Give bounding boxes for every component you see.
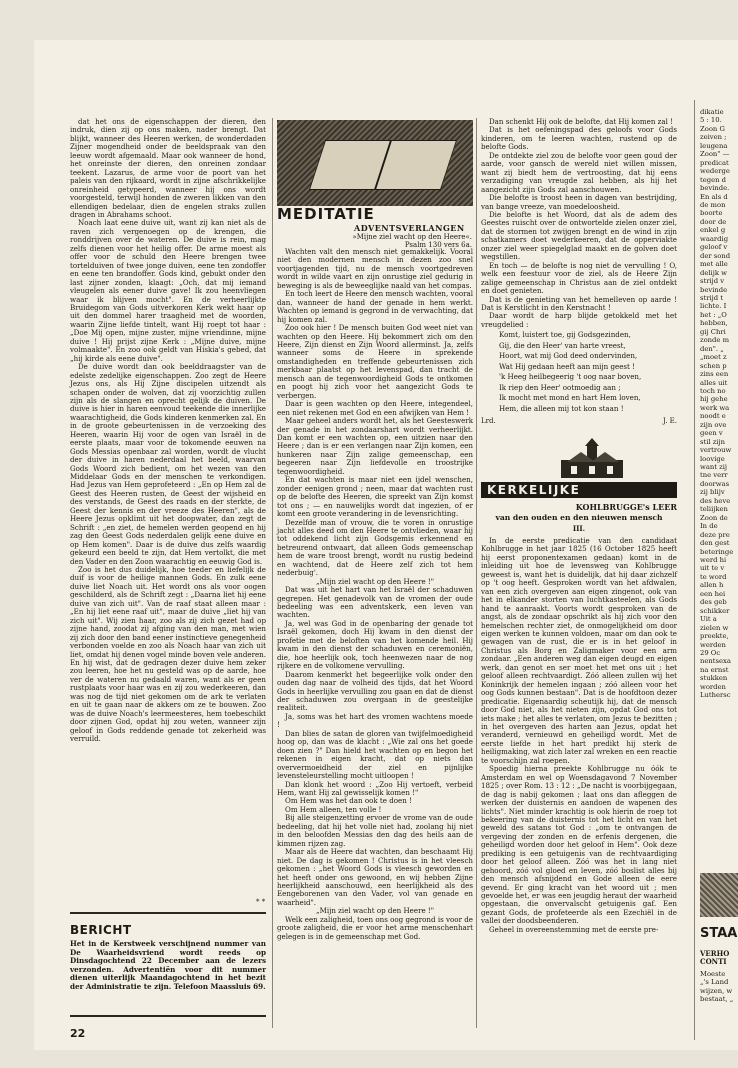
line: hebben,: [700, 319, 728, 328]
divider: [70, 912, 266, 914]
paragraph: Noach laat eene duive uit, want zij kan niet als de raven zich vergenoegen op de krengen, die ronddrijven over de wateren. De duive is rein, mag zelfs dienen voor het heilig offer. De arme moest als offer voor de schuld den Heere brengen twee tortelduiven of twee jonge duiven, eene ten zondoffer en eene ten brandoffer. Gods kind, gebukt onder den last zijner zonden, klaagt: „Och, dat mij iemand vleugelen als eener duive gave! Ik zou heenvliegen waar ik blijven mocht". En de verheerlijkte Bruidegom van Gods uitverkoren Kerk wekt haar op uit den dommel harer traagheid met de woorden, waarin Zijne liefde tintelt, want Hij roept tot haar : „Doe Mij open, mijne zuster, mijne vriendinne, mijne duive ! Hij prijst zijne Kerk : „Mijne duive, mijne volmaakte". En zoo ook geldt van Hiskia's gebed, dat „hij kirde als eene duive".: [70, 218, 266, 363]
page-number: 22: [70, 1027, 86, 1040]
line: schen p: [700, 361, 727, 370]
line: „moet z: [700, 353, 727, 362]
line: bevinde: [700, 285, 728, 294]
line: alles uit: [700, 378, 728, 387]
line: Luthersc: [700, 691, 731, 700]
column-rule: [476, 118, 477, 1028]
open-book-icon: [309, 140, 457, 190]
line: Zoon" —: [700, 150, 730, 159]
line: teliijken: [700, 505, 728, 514]
line: Uit a: [700, 615, 717, 624]
line: na ernst: [700, 665, 729, 674]
line: des geb: [700, 598, 727, 607]
verse-line: Gij, die den Heer' van harte vreest,: [499, 340, 626, 350]
paragraph: De ontdekte ziel zou de belofte voor geen goud der aarde, voor gansch de wereld niet willen missen, want zij biedt hem de vertroosting, dat hij eens verzadiging van vreugde zal hebben, als hij het aangezicht zijn Gods zal aanschouwen.: [481, 150, 677, 194]
side-title: STAA: [700, 926, 738, 941]
paragraph: „Mijn ziel wacht op den Heere !": [315, 906, 435, 916]
line: geen v: [700, 429, 723, 438]
paragraph: Geheel in overeenstemming met de eerste pre-: [489, 924, 659, 934]
verse-line: Ik mocht met mond en hart Hem loven,: [499, 393, 641, 403]
line: Zoon G: [700, 124, 725, 133]
quote-ref: Psalm 130 vers 6a.: [404, 241, 472, 249]
line: des heve: [700, 496, 731, 505]
verse-line: Hoort, wat mij God deed ondervinden,: [499, 351, 638, 361]
column-4-partial: [700, 108, 738, 700]
paragraph: Daarom kenmerkt het begeerlijke volk onder den ouden dag naar de volheid des tijds, dat het Woord Gods in heerlijke vervulling zou gaan en dat de dienst der schaduwen zou overgaan in de geestelijke realiteit.: [277, 669, 473, 713]
line: noodt e: [700, 412, 726, 421]
paragraph: Die belofte is troost heen in dagen van bestrijding, van bange vreeze, van moedeloosheid.: [481, 193, 677, 211]
line: loovige: [700, 454, 725, 463]
paragraph: De duive wordt dan ook beelddraagster van de edelste zedelijke eigenschappen. Zoo zegt de Heere Jezus ons, als Hij Zijne discipelen uitzendt als schapen onder de wolven, dat zij voorzichtig zullen zijn als de slangen en oprecht gelijk de duiven. De duive is hier in haren eenvoud teekende die innerlijke waarachtigheid, die Gods kinderen kenmerken zal. En in de groote gebeurtenissen in de verzoeking des Heeren, waarin Hij voor de ogen van Israël in de eerste plaats, maar voor de tokomende eeuwen na Gods Messias openbaar zal worden, wordt de vlucht der duive in haren nederdaal het beeld, waarvan Gods Woord zich bedient, om het wezen van den Middelaar Gods en der menschen te verkondigen. Had Jezus van Hem geprofeteerd : „En op Hem zal de Geest des Heeren rusten, de Geest der wijsheid en des verstands, de Geest des raads en der sterkte, de Geest der kennis en der vreeze des Heeren", als de Heere Jezus opklimt uit het doopwater, dan zegt de Schrift : „en ziet, de hemelen werden geopend en hij zag den Geest Gods nederdalen gelijk eene duive en op Hem komen". Daar is de duive dus zelfs waardig gekeurd een beeld te zijn, dat Hem vertolkt, die met den Vader en den Zoon waarachtig en eeuwig God is.: [70, 362, 266, 566]
article-part-number: III.: [572, 524, 586, 533]
line: tegen d: [700, 175, 727, 184]
line: toch no: [700, 386, 726, 395]
line: leugena: [700, 141, 728, 150]
paragraph: Die belofte is het Woord, dat als de adem des Geestes ruischt over de ontwortelde zielen onzer ziel, dat de stormen tot zwijgen brengt en de wind in zijn schatkamers doet wederkeeren, dat de opperviakte onzer ziel weer spiegelglad maakt en de golven doet wegstillen.: [481, 209, 677, 262]
paragraph: Dan schenkt Hij ook de belofte, dat Hij komen zal !: [489, 117, 673, 126]
signature-right: J. E.: [662, 416, 677, 425]
line: strijd v: [700, 277, 725, 286]
line: te word: [700, 572, 727, 581]
line: een hei: [700, 589, 726, 598]
column-2: [277, 216, 473, 941]
line: zij blijv: [700, 488, 725, 497]
bericht-title: BERICHT: [70, 923, 132, 937]
paragraph: Ja, wel was God in de openbaring der genade tot Israël gekomen, doch Hij kwam in den dienst der profetie met de beloften van het komende heil. Hij kwam in den dienst der schaduwen en ceremoniën, die, hoe heerlijk ook, toch heenwezen naar de nog rijkere en de volkomene vervulling.: [277, 618, 473, 671]
line: dikatie: [700, 108, 724, 116]
paragraph: Ja, soms was het hart des vromen wachtens moede !: [277, 711, 473, 730]
line: enkel g: [700, 226, 726, 235]
line: hij gehe: [700, 395, 728, 404]
bericht-text: Het in de Kerstweek verschijnend nummer van De Waarheidsvriend wordt reeds op Dinsdagochtend 22 December aan de lezers verzonden. Advertentiën voor dit nummer dienen uiterlijk Maandagochtend in het bezit der Administratie te zijn. Telefoon Maassluis 69.: [70, 939, 266, 991]
line: geloof v: [700, 243, 728, 252]
line: want zij: [700, 463, 728, 472]
line: werd hi: [700, 556, 727, 565]
line: zonde m: [700, 336, 730, 345]
line: En als d: [700, 192, 728, 201]
article-title: KOHLBRUGGE's LEER: [575, 502, 677, 512]
line: zeiven ;: [700, 133, 727, 142]
paragraph: Daar is geen wachten op den Heere, integendeel, een niet rekenen met God en een afwijken van Hem !: [277, 399, 473, 417]
line: doorwas: [700, 479, 730, 488]
line: met alle: [700, 260, 728, 269]
line: wederge: [700, 167, 730, 176]
line: worden: [700, 682, 726, 691]
quote-text: »Mijne ziel wacht op den Heere«.: [352, 233, 472, 241]
paragraph: Bij alle steigenzetting ervoer de vrome van de oude bedeeling, dat hij het volle niet had, zoolang hij niet in den beloofden Messias den dag des heils aan de kimmen rijzen zag.: [277, 813, 473, 848]
paragraph: In de eerste predicatie van den candidaat Kohlbrugge in het jaar 1825 (16 October 1825 heeft hij eerst proponentexamen gedaan) komt in de inleiding uit hoe de levensweg van Kohlbrugge geweest is, want het is duidelijk, dat hij daar zichzelf op 't oog heeft. Gesproken wordt van het afdwalen, van een zich overgeven aan eigen zingenot, ook van het in elkander storten van luchtkasteelen, als Gods hand te aanraakt. Voorts wordt gesproken van de angst, als de zondaar opschrikt als hij zich voor den hemelschen rechter ziet, de onmogelijkheid om door eigen werken te kunnen voldoen, maar om dan ook te gewagen van de rust, die er is in het geloof in Christus als Borg en Zaligmaker voor een arm zondaar. „Een anderen weg dan eigen deugd en eigen werk, dan genot en ser moet het met ons uit ; het geloof alleen rechtvaardigt. Zóó alleen zullen wij het Koninkrijk der hemelen ingaan ; zóó alleen voor het oog Gods kunnen bestaan". Dat is de hoofdtoon dezer predicatie. Eigenaardig scheutijk hij, dat de mensch door God niet, als het nieten zijn, opdat God ons tot iets make ; het alles te verlaten, om Jezus te bezitten ; in het overgeven des harten aan Jezus, opdat het veranderd, vernieuwd en geheiligd wordt. Met de eerste liefde in het hart predikt hij sterk de heiligmaking, wat zich later zal wreken en een reactie te voorschijn zal roepen.: [481, 536, 677, 765]
paragraph: Dat was uit het hart van het Israël der schaduwen gegrepen. Het genadevolk van de vromen der oude bedeeling was een adventskerk, een leven van wachten.: [277, 585, 473, 620]
paragraph: „Mijn ziel wacht op den Heere !": [315, 576, 435, 586]
meditatie-banner-image: [277, 120, 473, 206]
line: preekte,: [700, 632, 729, 641]
paragraph: Wachten valt den mensch niet gemakkelijk. Vooral niet den modernen mensch in dezen zoo snel voortjagenden tijd, nu de mensch voortgedreven wordt in wilde vaart en zijn onrustige ziel gedurig in beweging is als de beweeglijke naald van het compas.: [277, 247, 473, 290]
column-rule: [694, 100, 695, 1040]
signature: [481, 417, 677, 425]
line: waardig: [700, 234, 729, 243]
line: strijd t: [700, 293, 723, 302]
line: delijk w: [700, 268, 727, 277]
paragraph: Maar als de Heere dat wachten, dan beschaamt Hij niet. De dag is gekomen ! Christus is in het vleesch gekomen : „het Woord Gods is vleesch geworden en het heeft onder ons gewoond, en wij hebben Zijne heerlijkheid aanschouwd, een heerlijkheid als des Eengeborenen van den Vader, vol van genade en waarheid".: [277, 847, 473, 907]
line: den gest: [700, 539, 730, 548]
paragraph: Dan blies de satan de gloren van twijfelmoedigheid hoog op, dan was de klacht : „Wie zal ons het goede doen zien ?" Dan hield het wachten op en begon het rekenen in eigen kracht, dat op niets dan oververmoeidheid der ziel en pijnlijke levensteleurstelling mocht uitloopen !: [277, 728, 473, 781]
paragraph: En dat wachten is maar niet een ijdel wenschen, zonder eenigen grond ; neen, maar dat wachten rust op de belofte des Heeren, die spreekt van Zijn komst tot ons ; — en nauwelijks wordt dat ingezien, of er komt een groote verandering in de levensrichting.: [277, 475, 473, 519]
paragraph: Welk een zaligheid, toen ons oog gegrond is voor de groote zaligheid, die er voor het arme menschenhart gelegen is in de gemeenschap met God.: [277, 914, 473, 941]
line: boorte: [700, 209, 723, 218]
line: allen h: [700, 581, 724, 590]
line: stil zijn: [700, 437, 725, 446]
line: der sond: [700, 251, 731, 260]
newspaper-page: [34, 40, 738, 1050]
verse-line: 'k Heeg heilbegeerig 't oog naar boven,: [499, 372, 642, 382]
line: 5 : 10.: [700, 116, 722, 125]
section-stars: * *: [256, 898, 266, 906]
column-1: [70, 118, 266, 744]
line: zielen w: [700, 623, 729, 632]
line: schikker: [700, 606, 730, 615]
kerkelijke-rondschouw-title: KERKELIJKE RONDSCHOUW: [481, 482, 677, 498]
line: gij Chri: [700, 327, 726, 336]
line: het : „O: [700, 310, 727, 319]
verse-line: Hem, die alleen mij tot kon staan !: [499, 403, 624, 413]
paragraph: Dat is het oefeningspad des geloofs voor Gods kinderen, om te leeren wachten, rustend op de belofte Gods.: [481, 125, 677, 152]
line: lichte. I: [700, 302, 727, 311]
line: deze pre: [700, 530, 730, 539]
paragraph: En toch leert de Heere den mensch wachten, vooral dan, wanneer de hand der genade in hem werkt. Wachten op iemand is gegrond in de verwachting, dat hij komen zal.: [277, 289, 473, 324]
line: den". „: [700, 344, 724, 353]
line: de mon: [700, 200, 726, 209]
verse-line: Komt, luistert toe, gij Godsgezinden,: [499, 330, 631, 340]
line: Zoon de: [700, 513, 728, 522]
column-3: [481, 118, 677, 425]
line: stukken: [700, 674, 728, 683]
signature-left: Lrd.: [481, 416, 496, 425]
line: zins een: [700, 370, 729, 379]
paragraph: dat het ons de eigenschappen der dieren, den indruk, dien zij op ons maken, nader brengt. Dat blijkt, wanneer des Heeren werken, de wonderdaden Zijner mogendheid onder de beeldspraak van den leeuw wordt afgemaald. Maar ook wanneer de hond, het onreinste der dieren, den onreinen zondaar teekent. Lazarus, de arme voor de poort van het paleis van den rijkaard, wordt in zijne afschrikkelijke onreinheid getypeerd, wanneer hij ons wordt voorgesteld, terwijl honden de zweren likken van den ellendigen bedelaar, dien de engelen straks zullen dragen in Abrahams schoot.: [70, 117, 266, 219]
paragraph: Daar wordt de harp blijde getokkeld met het vreugdelied :: [481, 311, 677, 329]
bericht-box: [70, 923, 266, 992]
verse-line: Ik riep den Heer' ootmoedig aan ;: [499, 382, 621, 392]
paragraph: Dat is de genieting van het hemelleven op aarde ! Dat is Kerstlicht in den Kerstnacht !: [481, 294, 677, 312]
paragraph: Dezelfde man of vrouw, die te voren in onrustige jacht alles deed om den Heere te ontvlieden, waar hij tot oddekend licht zijn Godsgemis erkennend en betreurend ontwaart, dat alleen Gods gemeenschap hem de ware troost brengt, wordt nu rustig bedeind en wachtend, dat de Heere zelf zich tot hem nederbuig'.: [277, 517, 473, 578]
paragraph: Zoo ook hier ! De mensch buiten God weet niet van wachten op den Heere. Hij bekommert zich om den Heere, Zijn dienst en Zijn Woord allerminst. Ja, zelfs wanneer soms de Heere in sprekende omstandigheden en treffende gebeurtenissen zich merkbaar plaatst op het levenspad, dan tracht de mensch aan de tegenwoordigheid Gods te ontkomen en poogt hij zich voor het aangezicht Gods te verbergen.: [277, 323, 473, 400]
column-rule: [272, 118, 273, 1028]
side-subtitle: VERHO CONTI: [700, 949, 730, 967]
line: door de: [700, 217, 727, 226]
line: nentsexa: [700, 657, 731, 666]
church-logo-icon: [561, 438, 623, 478]
line: vertrouw: [700, 446, 732, 455]
line: werk wa: [700, 403, 730, 412]
column-3-article: [481, 537, 677, 934]
line: werden: [700, 640, 726, 649]
paragraph: Zoo is het dus duidelijk, hoe teeder en liefelijk de duif is voor de heilige mannen Gods. En zulk eene duive liet Noach uit. Het wordt ons als voor oogen geschilderd, als de Schrift zegt : „Daarna liet hij eene duive van zich uit". Van de raaf staat alleen maar : „En hij liet eene raaf uit", maar de duive „liet hij van zich uit". Wij zien haar, zoo als zij zich gezet had op zijne hand, zoodat zij afging van den man, met wien zij zich door den band eener instinctieve genegenheid verbonden voelde en zoo als Noach haar van zich uit liet, omdat hij denen vogel minde boven vele anderen. En hij wist, dat de gedragen dezer duive hem zeker zou leeren, hoe het nu gesteld was op de aarde, hoe ver de wateren nu gedaald waren, want als er geen rustplaats voor haar was en zij zou wederkeeren, dan was nog de tijd niet gekomen om de ark te verlaten en uit te gaan naar de akkers om ze te bouwen. Zoo was de duive Noach's leermeesteres, hem toebeschikt door zijnen God, opdat hij zou weten, wanneer zijn geloof in Gods reddende genade tot zekerheid was verruild.: [70, 565, 266, 744]
line: zijn ove: [700, 420, 727, 429]
side-image: [700, 873, 738, 917]
paragraph: En toch — de belofte is nog niet de vervulling ! O, welk een feestuur voor de ziel, als de Heere Zijn zalige gemeenschap in Christus aan de ziel ontdekt en doet genieten.: [481, 260, 677, 296]
paragraph: Maar geheel anders wordt het, als het Geesteswerk der genade in het zondaarshart wordt verheerlijkt. Dan komt er een wachten op, een uitzien naar den Heere ; dan is er een verlangen naar Zijn komen, een hunkeren naar Zijn zalige gemeenschap, een begeeren naar Zijn liefdevolle en troostrijke tegenwoordigheid.: [277, 416, 473, 476]
meditatie-title: MEDITATIE: [277, 205, 375, 223]
line: 29 Oc: [700, 649, 721, 657]
verse-line: Wat Hij gedaan heeft aan mijn geest !: [499, 361, 636, 371]
line: In de: [700, 522, 718, 531]
side-text: Moeste „'s Land wijzen, w bestaat, „: [700, 970, 734, 1004]
paragraph: Spoedig hierna preekte Kohlbrugge nu óók te Amsterdam en wel op Woensdagavond 7 November 1825 ; over Rom. 13 : 12 : „De nacht is voorbijgegaan, de dag is nabij gekomen ; laat ons dan afleggen de werken der duisternis en aandoen de wapenen des lichts". Niet minder krachtig is ook hierin de roep tot bekeering van de duisternis tot het licht en van het geweld des satans tot God : „om te ontvangen de vergeving der zonden en de erfenis dergenen, die geheiligd worden door het geloof in Hem". Ook deze prediking is een getuigenis van de rechtvaardiging door het geloof alleen. Zóó was het in lang niet gehoord, zóó vol gloed en leven, zóó boslist alles bij den mensch afsnijdend en Gode alleen de eere gevend. Er ging kracht van het woord uit ; men gevoelde het, er was een jeugdig heraut der waarheid opgestaan, die onvervalscht getuigenis gaf. Een gezant Gods, de profeteerde als een Ezechiël in de vallei der doodsbeenderen.: [481, 764, 677, 926]
line: bevinde.: [700, 184, 730, 193]
divider: [70, 1015, 266, 1017]
paragraph: Om Hem was het dan ook te doen !: [285, 796, 412, 806]
line: uit te v: [700, 564, 725, 573]
article-subtitle: van den ouden en den nieuwen mensch: [495, 513, 663, 522]
line: predicat: [700, 158, 729, 167]
line: tne verr: [700, 471, 728, 480]
paragraph: Om Hem alleen, ten volle !: [285, 804, 382, 814]
paragraph: Dan klonk het woord : „Zoo Hij vertoeft, verbeid Hem, want Hij zal gewisselijk komen !": [277, 779, 473, 797]
meditatie-subtitle: ADVENTSVERLANGEN: [354, 223, 465, 233]
line: beteringe: [700, 547, 734, 556]
